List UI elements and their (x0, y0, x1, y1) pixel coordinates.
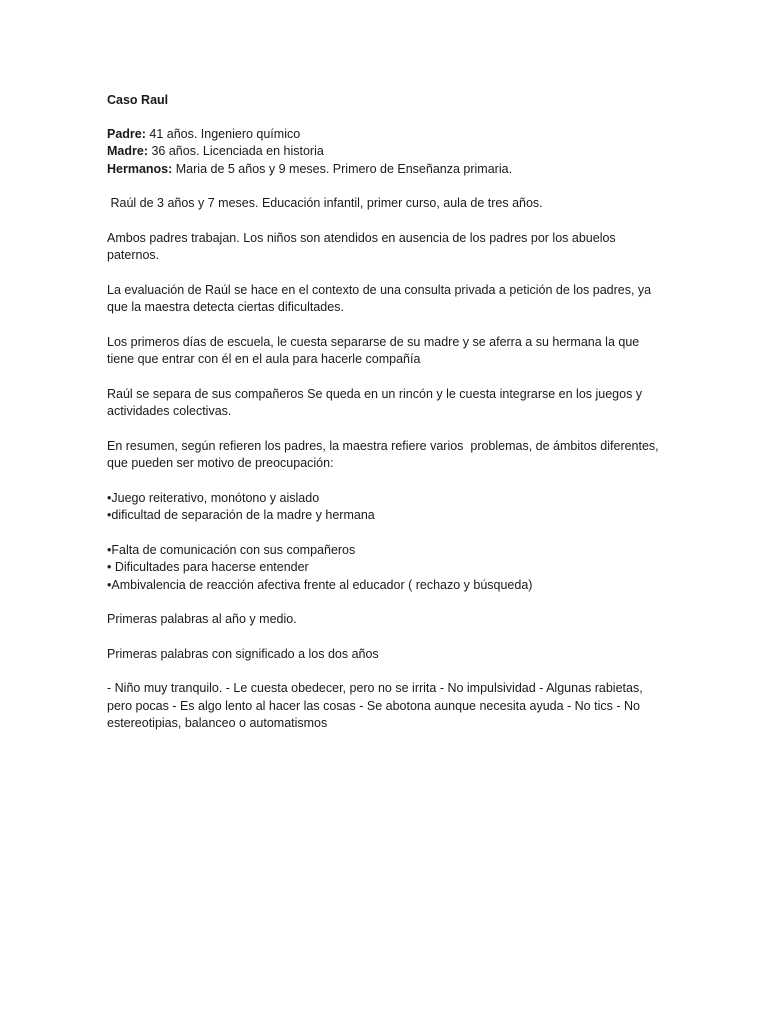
paragraph-first-words: Primeras palabras al año y medio. (107, 612, 297, 626)
paragraph-school-days: Los primeros días de escuela, le cuesta separarse de su madre y se aferra a su hermana la que tiene que entrar con él en el aula para hacerle compañía (107, 334, 640, 366)
list-item: •Falta de comunicación con sus compañeros (107, 542, 356, 557)
paragraph-evaluation: La evaluación de Raúl se hace en el contexto de una consulta privada a petición de los padres, ya que la maestra detecta ciertas dificultades. (107, 282, 652, 314)
family-siblings-text: Maria de 5 años y 9 meses. Primero de Enseñanza primaria. (172, 161, 513, 176)
bullet-list-2 (107, 542, 667, 595)
family-mother-label: Madre: (107, 144, 148, 158)
paragraph-summary: En resumen, según refieren los padres, la maestra refiere varios problemas, de ámbitos diferentes, que pueden ser motivo de preocupación: (107, 438, 663, 470)
paragraph-behaviour: - Niño muy tranquilo. - Le cuesta obedecer, pero no se irrita - No impulsividad - Algunas rabietas, pero pocas - Es algo lento al hacer las cosas - Se abotona aunque necesita ayuda - No tics - No estereotipias, balanceo o automatismos (107, 681, 643, 730)
family-mother-text: 36 años. Licenciada en historia (147, 144, 324, 158)
list-item: •dificultad de separación de la madre y hermana (107, 508, 375, 522)
family-siblings-label: Hermanos: (107, 161, 173, 176)
paragraph-parents-work: Ambos padres trabajan. Los niños son atendidos en ausencia de los padres por los abuelos paternos. (107, 230, 616, 262)
document-page (107, 92, 667, 750)
family-siblings (107, 161, 667, 179)
family-father-label: Padre: (107, 126, 146, 141)
family-block (107, 126, 667, 179)
list-item: •Juego reiterativo, monótono y aislado (107, 490, 320, 505)
family-father-text: 41 años. Ingeniero químico (145, 126, 301, 141)
list-item: •Ambivalencia de reacción afectiva frente al educador ( rechazo y búsqueda) (107, 577, 533, 592)
family-mother (107, 143, 667, 161)
paragraph-meaningful-words: Primeras palabras con significado a los dos años (107, 646, 379, 661)
family-father (107, 126, 667, 144)
document-title: Caso Raul (107, 93, 169, 107)
paragraph-age: Raúl de 3 años y 7 meses. Educación infantil, primer curso, aula de tres años. (107, 196, 543, 210)
list-item: • Dificultades para hacerse entender (107, 560, 309, 574)
bullet-list-1 (107, 490, 667, 525)
paragraph-classmates: Raúl se separa de sus compañeros Se queda en un rincón y le cuesta integrarse en los juegos y actividades colectivas. (107, 386, 643, 418)
